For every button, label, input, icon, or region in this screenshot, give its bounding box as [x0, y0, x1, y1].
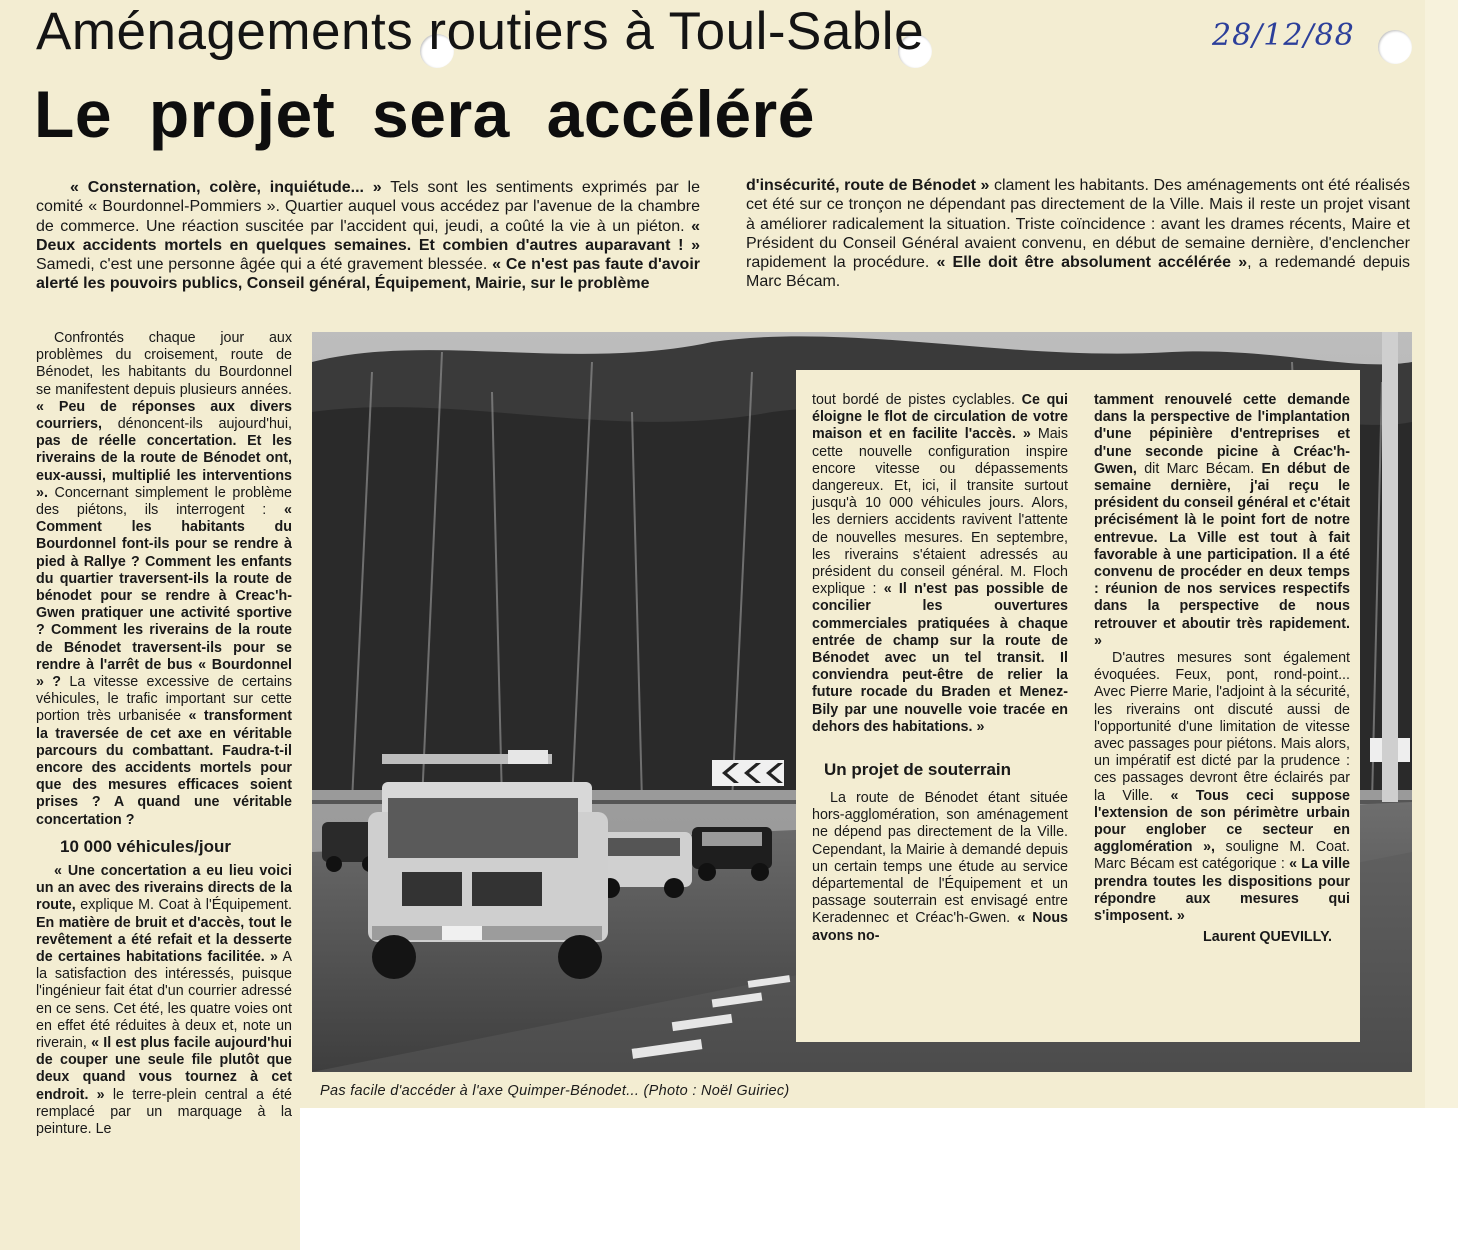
- quote: En début de semaine dernière, j'ai reçu le président du conseil général et c'était précisément là le point fort de notre entrevue. La Ville est tout à fait favorable à une participation. Il a été convenu de procéder en deux temps : réunion de nos services respectifs dans la perspective de nous retrouver et aboutir très rapidement. »: [1094, 460, 1350, 649]
- quote: « Peu de réponses aux divers courriers,: [36, 398, 292, 433]
- lead-text: , a redemandé depuis Marc Bécam.: [746, 254, 1410, 291]
- paragraph: [1094, 392, 1350, 650]
- lead-paragraph-left: [36, 178, 700, 294]
- quote: « Comment les habitants du Bourdonnel font-ils pour se rendre à pied à Rallye ? Comment les enfants du quartier traversent-ils la route de bénodet pour se rendre à Creac'h-Gwen pratiquer une activité sportive ? Comment les riverains de la route de Bénodet traversent-ils pour se rendre à l'arrêt de bus « Bourdonnel » ?: [36, 502, 292, 691]
- subheading: Un projet de souterrain: [824, 760, 1012, 780]
- paper-edge: [1425, 0, 1458, 1108]
- lead-text: Samedi, c'est une personne âgée qui a été gravement blessée.: [36, 256, 493, 274]
- lead-quote: « Elle doit être absolument accélérée »: [936, 254, 1248, 272]
- handwritten-date: 28/12/88: [1212, 18, 1355, 53]
- body-column-2: [812, 392, 1068, 945]
- quote: pas de réelle concertation. Et les riverains de la route de Bénodet ont, eux-aussi, multiplié les interventions ».: [36, 433, 292, 501]
- text: tout bordé de pistes cyclables.: [812, 392, 1022, 408]
- lead-quote: d'insécurité, route de Bénodet »: [746, 177, 990, 194]
- paragraph: [1094, 650, 1350, 925]
- text: Confrontés chaque jour aux problèmes du croisement, route de Bénodet, les habitants du Bourdonnel se manifestent depuis plusieurs années.: [36, 330, 292, 398]
- lead-quote: « Ce n'est pas faute d'avoir alerté les pouvoirs publics, Conseil général, Équipement, Mairie, sur le problème: [36, 256, 700, 293]
- lead-text: Tels sont les sentiments exprimés par le comité « Bourdonnel-Pommiers ». Quartier auquel vous accédez par l'avenue de la chambre de commerce. Une réaction suscitée par l'accident qui, jeudi, a coûté la vie à un piéton.: [36, 179, 701, 235]
- quote: « Tous ceci suppose l'extension de son périmètre urbain pour englober ce secteur en agglomération »,: [1094, 787, 1350, 856]
- text: dit Marc Bécam.: [1136, 460, 1262, 477]
- text: La route de Bénodet étant située hors-agglomération, son aménagement ne dépend pas directement de la Ville. Cependant, la Mairie à demandé depuis un certain temps une étude au service départemental de l'Équipement et un passage souterrain est envisagé entre Keradennec et Créac'h-Gwen.: [812, 790, 1068, 927]
- kicker-title: Aménagements routiers à Toul-Sable: [36, 2, 925, 61]
- text: Mais cette nouvelle configuration inspire encore vitesse ou dépassements dangereux. Et, ici, il transite surtout jusqu'à 10 000 véhicules jours. Alors, les derniers accidents ravivent l'attente de nouvelles mesures. En septembre, les riverains s'étaient adressés au président du conseil général. M. Floch explique :: [812, 426, 1068, 598]
- photo-caption: Pas facile d'accéder à l'axe Quimper-Bénodet... (Photo : Noël Guiriec): [320, 1083, 790, 1099]
- quote: « Nous avons no-: [812, 910, 1069, 944]
- paragraph: [812, 392, 1068, 736]
- quote: « transforment la traversée de cet axe en véritable parcours du combattant. Faudra-t-il encore des accidents mortels pour que des mesures efficaces soient prises ? A quand une véritable concertation ?: [36, 708, 292, 828]
- quote: « Il n'est pas possible de concilier les ouvertures commerciales pratiquées à chaque entrée de champ sur la route de Bénodet avec un tel transit. Il conviendra peut-être de relier la future rocade du Braden et Menez-Bily par une nouvelle voie tracée en dehors des habitations. »: [812, 581, 1068, 735]
- text: explique M. Coat à l'Équipement.: [75, 897, 292, 914]
- paragraph: [36, 330, 292, 829]
- lead-quote: « Consternation, colère, inquiétude... »: [70, 179, 382, 196]
- lead-quote: « Deux accidents mortels en quelques semaines. Et combien d'autres auparavant ! »: [36, 217, 700, 254]
- quote: tamment renouvelé cette demande dans la perspective de l'implantation d'une pépinière d'entreprises et d'une seconde picine à Créac'h-Gwen,: [1094, 392, 1350, 477]
- paragraph: [36, 863, 292, 1138]
- text: Concernant simplement le problème des piétons, ils interrogent :: [36, 484, 292, 519]
- quote: « Une concertation a eu lieu voici un an avec des riverains directs de la route,: [36, 862, 292, 914]
- text: dénoncent-ils aujourd'hui,: [101, 416, 292, 433]
- quote: Ce qui éloigne le flot de circulation de votre maison et en facilite l'accès. »: [812, 392, 1069, 443]
- headline: Le projet sera accéléré: [34, 77, 815, 151]
- text: A la satisfaction des intéressés, puisque l'ingénieur fait état d'un courrier adressé en ce sens. Cet été, les quatre voies ont en effet été réduites à deux et, note un riverain,: [36, 948, 292, 1051]
- text: D'autres mesures sont également évoquées. Feux, pont, rond-point... Avec Pierre Marie, l'adjoint à la sécurité, les riverains ont discuté aussi de l'opportunité d'une limitation de vitesse avec passages pour piétons. Mais alors, un impératif est dicté par la prudence : ces passages devront être éclairés par la Ville.: [1094, 650, 1350, 804]
- body-column-1: [36, 330, 292, 1138]
- quote: « Il est plus facile aujourd'hui de couper une seule file plutôt que deux quand vous tournez à cet endroit. »: [36, 1034, 292, 1103]
- body-column-3: [1094, 392, 1350, 947]
- subheading: 10 000 véhicules/jour: [60, 836, 232, 856]
- text: souligne M. Coat. Marc Bécam est catégorique :: [1094, 839, 1350, 873]
- quote: En matière de bruit et d'accès, tout le revêtement a été refait et la desserte de certaines habitations facilitée. »: [36, 914, 292, 965]
- author-signature: Laurent QUEVILLY.: [1203, 929, 1332, 946]
- quote: « La ville prendra toutes les dispositions pour répondre aux mesures qui s'imposent. »: [1094, 856, 1350, 925]
- text: le terre-plein central a été remplacé par un marquage à la peinture. Le: [36, 1086, 293, 1137]
- punch-hole: [1378, 30, 1412, 64]
- text: La vitesse excessive de certains véhicules, le trafic important sur cette portion très urbanisée: [36, 674, 292, 725]
- lead-text: clament les habitants. Des aménagements ont été réalisés cet été sur ce tronçon ne dépendant pas directement de la Ville. Mais il reste un projet visant à améliorer radicalement la situation. Triste coïncidence : avant les drames récents, Maire et Président du Conseil Général avaient convenu, en début de semaine dernière, d'enclencher rapidement la procédure.: [746, 177, 1411, 272]
- paragraph: [812, 790, 1068, 945]
- cut-away-area: [300, 1108, 1458, 1250]
- lead-paragraph-right: [746, 176, 1410, 292]
